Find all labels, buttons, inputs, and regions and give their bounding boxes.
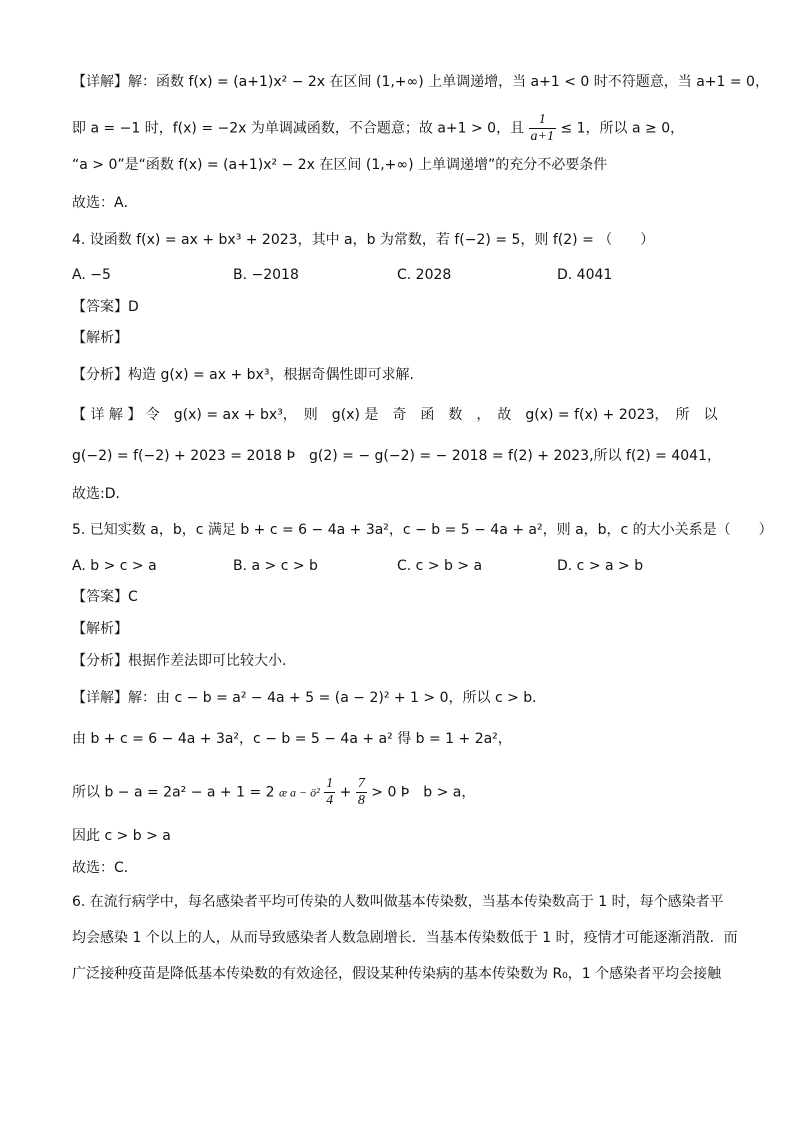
garbled-bracket: æ a − ö² — [279, 785, 320, 800]
q5-option-d: D. c > a > b — [557, 558, 644, 574]
question-5: 5. 已知实数 a，b，c 满足 b + c = 6 − 4a + 3a²，c − b = 5 − 4a + a²，则 a，b，c 的大小关系是（ ） — [72, 522, 773, 538]
q4-analysis: 【分析】构造 g(x) = ax + bx³，根据奇偶性即可求解. — [72, 367, 414, 383]
q4-choice: 故选:D． — [72, 486, 130, 502]
q4-answer: 【答案】D — [72, 299, 139, 315]
fraction-numerator: 7 — [357, 776, 365, 791]
q5-analysis: 【分析】根据作差法即可比较大小. — [72, 653, 287, 669]
q5-detail-line-3b: > 0 Þ b > a， — [371, 784, 476, 801]
q5-option-b: B. a > c > b — [233, 558, 318, 574]
fraction — [529, 112, 556, 145]
q4-detail-line-2: g(−2) = f(−2) + 2023 = 2018 Þ g(2) = − g(−2) = − 2018 = f(2) + 2023,所以 f(2) = 4041， — [72, 448, 721, 464]
solution-line-1: 【详解】解：函数 f(x) = (a+1)x² − 2x 在区间 (1,+∞) 上单调递增，当 a+1 < 0 时不符题意，当 a+1 = 0， — [72, 74, 769, 90]
q4-analysis-heading: 【解析】 — [72, 330, 128, 346]
question-6-line-3: 广泛接种疫苗是降低基本传染数的有效途径，假设某种传染病的基本传染数为 R₀，1 个感染者平均会接触 — [72, 966, 722, 982]
q5-detail-line-1: 【详解】解：由 c − b = a² − 4a + 5 = (a − 2)² + 1 > 0，所以 c > b． — [72, 690, 547, 706]
q4-option-c: C. 2028 — [397, 267, 452, 283]
fraction-numerator: 1 — [326, 776, 334, 791]
solution-line-2a: 即 a = −1 时，f(x) = −2x 为单调减函数，不合题意；故 a+1 > 0，且 — [72, 120, 525, 137]
q5-detail-line-3: 所以 b − a = 2a² − a + 1 = 2 æ a − ö² $\frac{1}{4}$ + $\frac{7}{8}$ > 0 Þ b > a， — [72, 776, 476, 808]
q5-analysis-heading: 【解析】 — [72, 621, 128, 637]
question-4: 4. 设函数 f(x) = ax + bx³ + 2023，其中 a，b 为常数，若 f(−2) = 5，则 f(2) = （ ） — [72, 232, 655, 248]
solution-line-3: “a > 0”是“函数 f(x) = (a+1)x² − 2x 在区间 (1,+∞) 上单调递增”的充分不必要条件 — [72, 157, 608, 173]
fraction-1-4 — [324, 776, 335, 809]
q4-option-b: B. −2018 — [233, 267, 299, 283]
question-6-line-2: 均会感染 1 个以上的人，从而导致感染者人数急剧增长．当基本传染数低于 1 时，疫情才可能逐渐消散．而 — [72, 930, 738, 946]
q5-detail-line-3a: 所以 b − a = 2a² − a + 1 = 2 — [72, 784, 275, 801]
fraction-denominator: 4 — [326, 793, 334, 808]
solution-line-4: 故选：A． — [72, 195, 138, 211]
question-6-line-1: 6. 在流行病学中，每名感染者平均可传染的人数叫做基本传染数，当基本传染数高于 1 时，每个感染者平 — [72, 894, 724, 910]
q4-option-a: A. −5 — [72, 267, 111, 283]
fraction-denominator: a+1 — [530, 129, 554, 144]
q5-option-c: C. c > b > a — [397, 558, 483, 574]
solution-line-2b: ≤ 1，所以 a ≥ 0， — [560, 120, 685, 137]
q4-option-d: D. 4041 — [557, 267, 613, 283]
q5-detail-line-2: 由 b + c = 6 − 4a + 3a²，c − b = 5 − 4a + a² 得 b = 1 + 2a²， — [72, 731, 512, 747]
q5-conclusion: 因此 c > b > a — [72, 828, 171, 844]
q5-choice: 故选：C． — [72, 860, 138, 876]
solution-line-2 — [72, 112, 684, 145]
fraction-numerator: 1 — [529, 112, 556, 129]
fraction-denominator: 8 — [357, 793, 365, 808]
q5-answer: 【答案】C — [72, 589, 138, 605]
fraction-7-8 — [356, 776, 367, 809]
q4-detail-line-1: 【 详 解 】 令 g(x) = ax + bx³， 则 g(x) 是 奇 函 数 ， 故 g(x) = f(x) + 2023， 所 以 — [72, 407, 718, 423]
q5-option-a: A. b > c > a — [72, 558, 157, 574]
